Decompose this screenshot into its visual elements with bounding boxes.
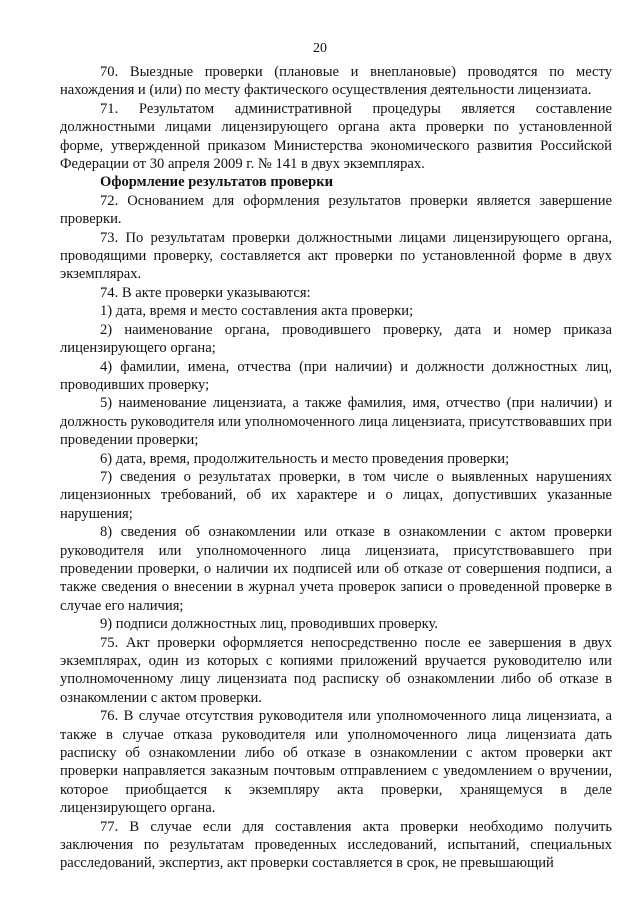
- list-item-1: 1) дата, время и место составления акта проверки;: [100, 303, 414, 320]
- list-item-8: 8) сведения об ознакомлении или отказе в ознакомлении с актом проверки руководителя или уполномоченного лица лицензиата, присутствовавшего при проведении проверки, о наличии их подписей или об отказе от совершения подписи, а также сведения о внесении в журнал учета проверок записи о проведенной проверке в случае его наличия;: [60, 524, 612, 614]
- paragraph-71: 71. Результатом административной процедуры является составление должностными лицами лицензирующего органа акта проверки по установленной форме, утвержденной приказом Министерства экономического развития Российской Федерации от 30 апреля 2009 г. № 141 в двух экземплярах.: [60, 100, 612, 173]
- list-item-7: 7) сведения о результатах проверки, в том числе о выявленных нарушениях лицензионных требований, об их характере и о лицах, допустивших указанные нарушения;: [60, 468, 612, 522]
- section-heading: Оформление результатов проверки: [100, 174, 334, 191]
- document-body: [60, 63, 612, 873]
- list-item-4: 4) фамилии, имена, отчества (при наличии) и должности должностных лиц, проводивших проверку;: [60, 358, 612, 393]
- paragraph-76: 76. В случае отсутствия руководителя или уполномоченного лица лицензиата, а также в случае отказа руководителя или уполномоченного лица лицензиата дать расписку об ознакомлении либо об отказе в ознакомлении с актом проверки акт проверки направляется заказным почтовым отправлением с уведомлением о вручении, которое приобщается к экземпляру акта проверки, хранящемуся в деле лицензирующего органа.: [60, 708, 612, 817]
- paragraph-77: 77. В случае если для составления акта проверки необходимо получить заключения по результатам проведенных исследований, испытаний, специальных расследований, экспертиз, акт проверки составляется в срок, не превышающий: [60, 818, 612, 872]
- list-item-2: 2) наименование органа, проводившего проверку, дата и номер приказа лицензирующего органа;: [60, 321, 612, 357]
- page-number: 20: [313, 41, 327, 56]
- paragraph-72: 72. Основанием для оформления результатов проверки является завершение проверки.: [60, 192, 612, 228]
- paragraph-74: 74. В акте проверки указываются:: [100, 284, 311, 301]
- list-item-6: 6) дата, время, продолжительность и место проведения проверки;: [100, 450, 510, 467]
- paragraph-75: 75. Акт проверки оформляется непосредственно после ее завершения в двух экземплярах, один из которых с копиями приложений вручается руководителю или уполномоченному лицу лицензиата под расписку об ознакомлении либо об отказе в ознакомлении с актом проверки.: [60, 634, 612, 706]
- list-item-5: 5) наименование лицензиата, а также фамилия, имя, отчество (при наличии) и должность руководителя или уполномоченного лица лицензиата, присутствовавших при проведении проверки;: [60, 395, 612, 449]
- list-item-9: 9) подписи должностных лиц, проводивших проверку.: [100, 616, 438, 633]
- paragraph-70: 70. Выездные проверки (плановые и внеплановые) проводятся по месту нахождения и (или) по месту фактического осуществления деятельности лицензиата.: [60, 64, 612, 99]
- paragraph-73: 73. По результатам проверки должностными лицами лицензирующего органа, проводящими проверку, составляется акт проверки по установленной форме в двух экземплярах.: [60, 229, 612, 283]
